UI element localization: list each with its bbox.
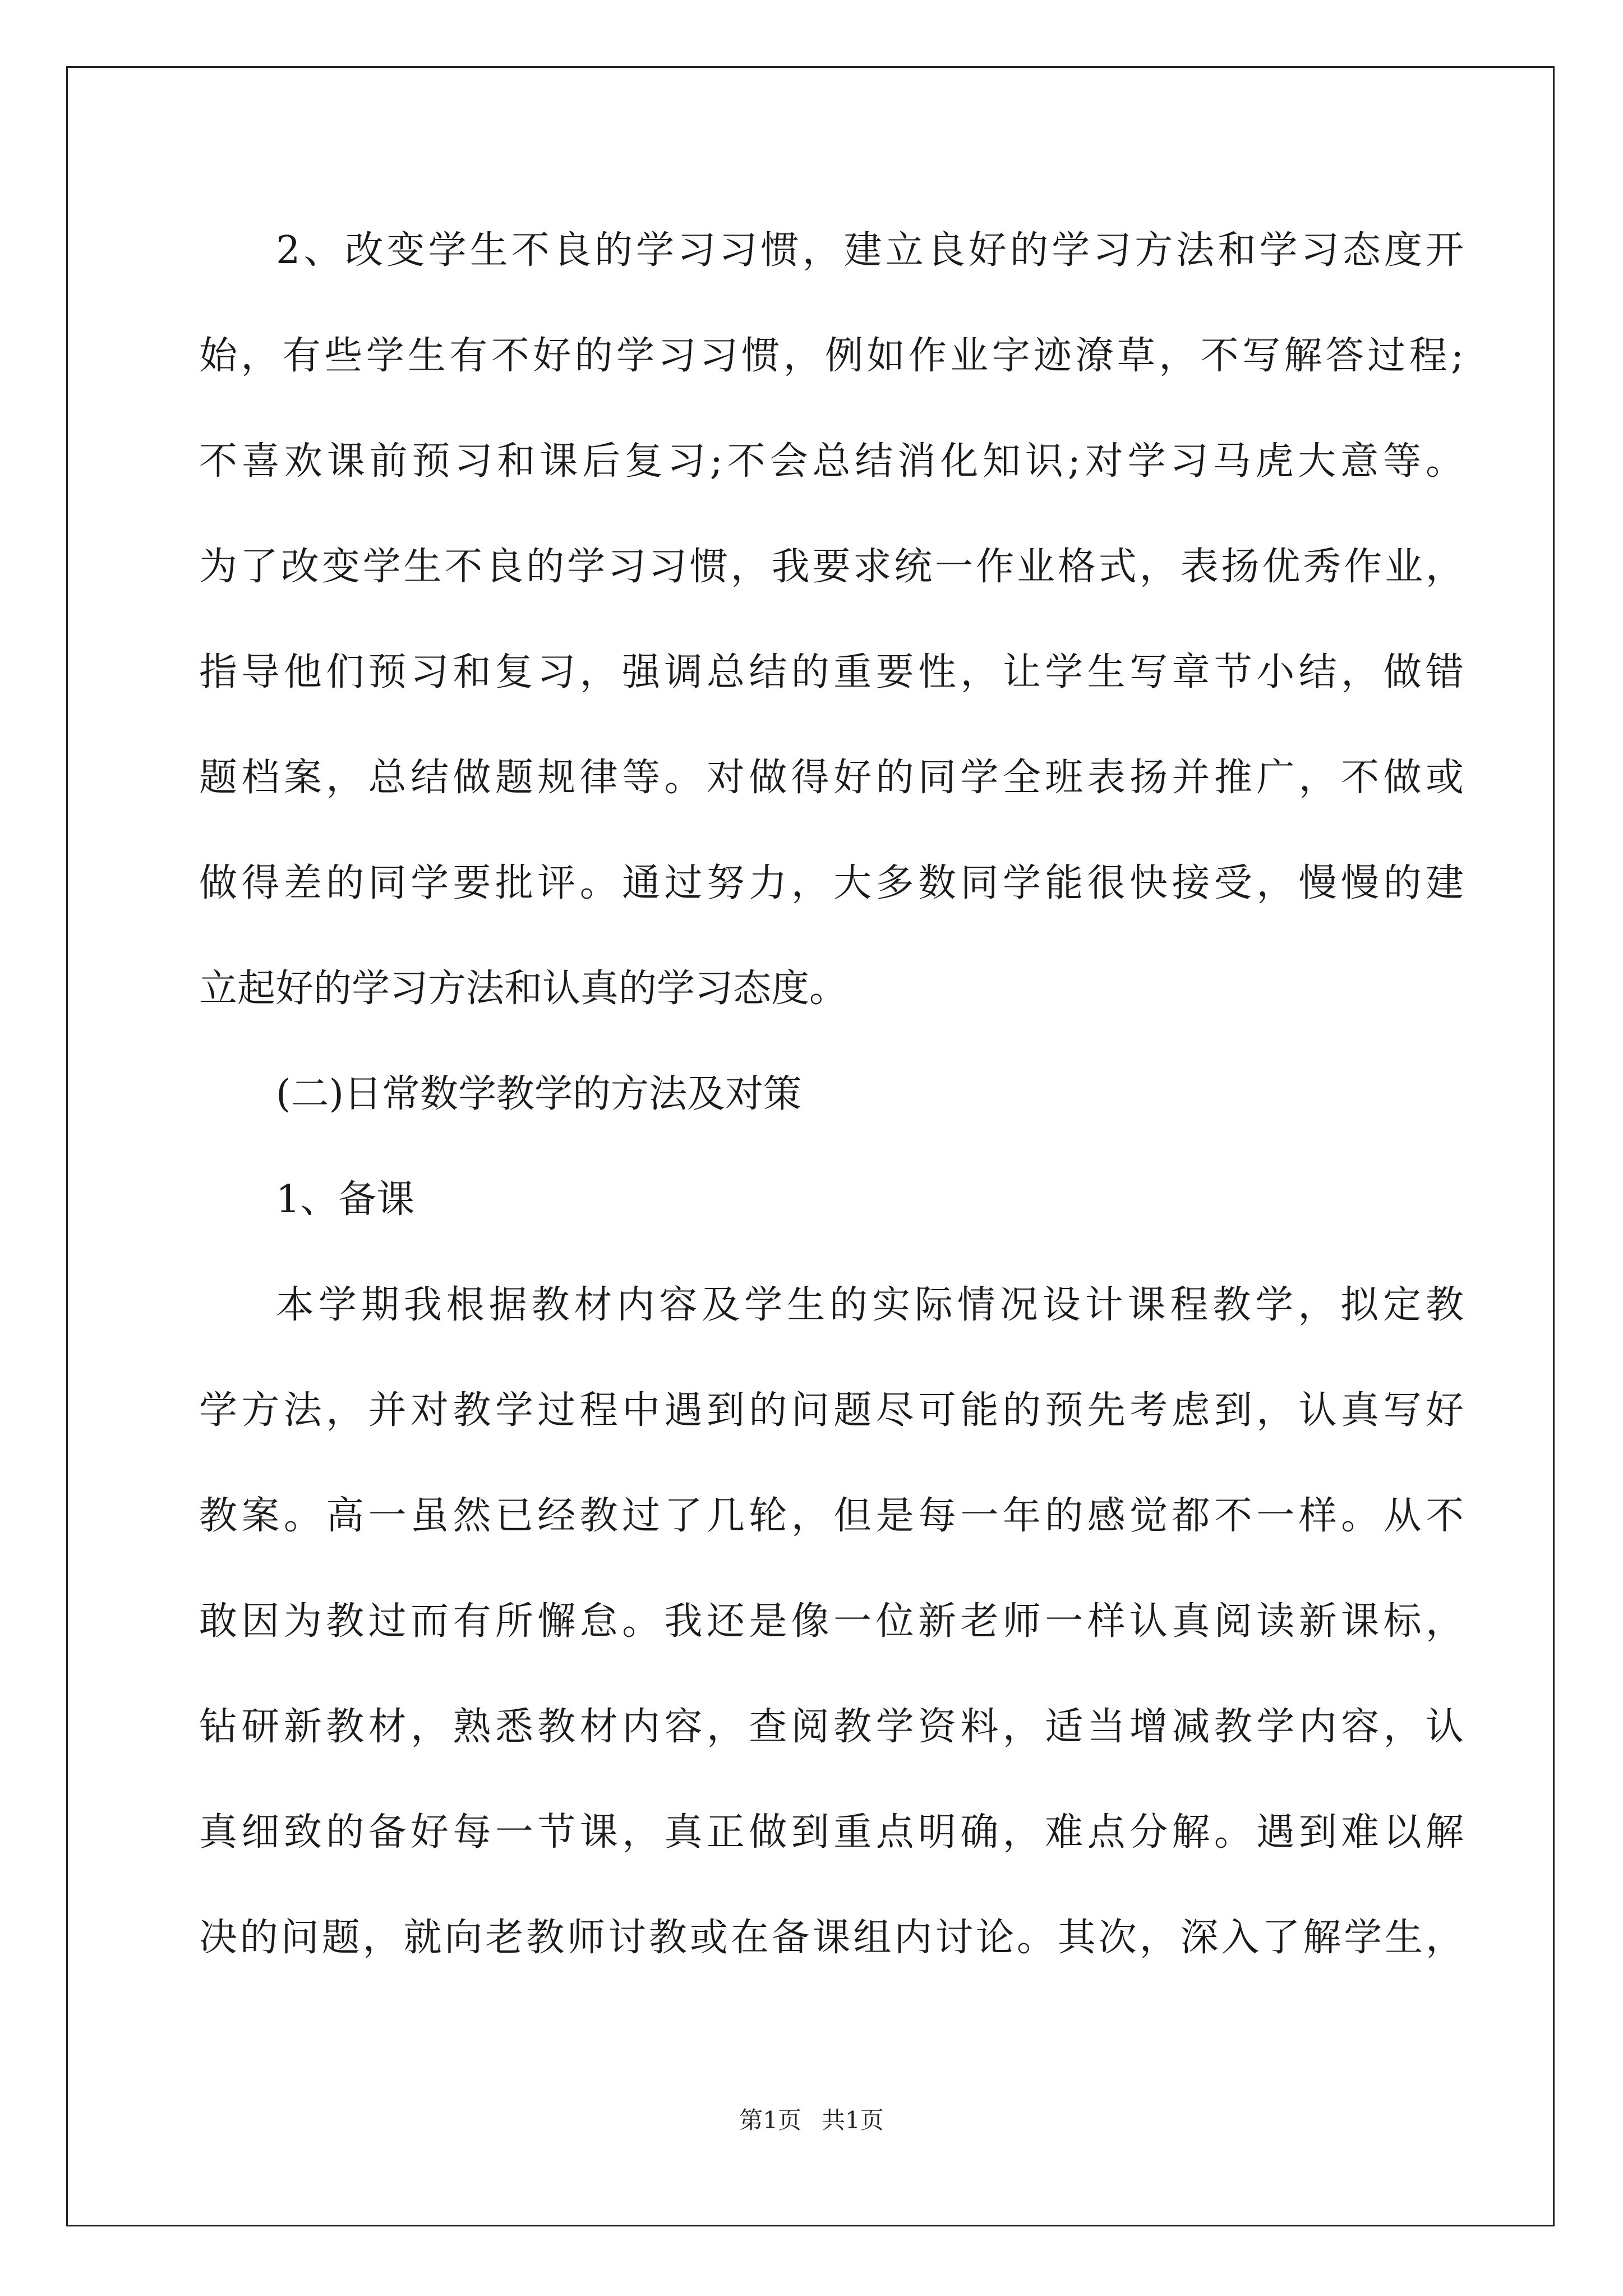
paragraph-line: 敢因为教过而有所懈怠。我还是像一位新老师一样认真阅读新课标，	[199, 1599, 1464, 1644]
paragraph-line: 决的问题，就向老教师讨教或在备课组内讨论。其次，深入了解学生，	[199, 1916, 1464, 1960]
page-number: 第1页	[739, 2106, 801, 2134]
paragraph-line: 做得差的同学要批评。通过努力，大多数同学能很快接受，慢慢的建	[199, 861, 1464, 905]
paragraph-line: 立起好的学习方法和认真的学习态度。	[199, 967, 848, 1011]
page-total: 共1页	[822, 2106, 884, 2134]
paragraph-line: 为了改变学生不良的学习习惯，我要求统一作业格式，表扬优秀作业，	[199, 545, 1464, 589]
paragraph-line: 题档案，总结做题规律等。对做得好的同学全班表扬并推广，不做或	[199, 756, 1464, 800]
paragraph-line: 学方法，并对教学过程中遇到的问题尽可能的预先考虑到，认真写好	[199, 1388, 1464, 1433]
subsection-heading: 1、备课	[276, 1177, 415, 1222]
paragraph-line: 教案。高一虽然已经教过了几轮，但是每一年的感觉都不一样。从不	[199, 1494, 1464, 1538]
paragraph-line: 始，有些学生有不好的学习习惯，例如作业字迹潦草，不写解答过程;	[199, 334, 1464, 378]
document-body	[199, 209, 1464, 2001]
section-heading: (二)日常数学教学的方法及对策	[276, 1072, 802, 1116]
paragraph-line: 真细致的备好每一节课，真正做到重点明确，难点分解。遇到难以解	[199, 1810, 1464, 1855]
paragraph-line: 本学期我根据教材内容及学生的实际情况设计课程教学，拟定教	[276, 1283, 1464, 1327]
paragraph-line: 不喜欢课前预习和课后复习;不会总结消化知识;对学习马虎大意等。	[199, 439, 1464, 484]
paragraph-line: 钻研新教材，熟悉教材内容，查阅教学资料，适当增减教学内容，认	[199, 1705, 1464, 1749]
page-footer	[0, 2104, 1623, 2137]
paragraph-line: 指导他们预习和复习，强调总结的重要性，让学生写章节小结，做错	[199, 650, 1464, 694]
paragraph-line: 2、改变学生不良的学习习惯，建立良好的学习方法和学习态度开	[276, 228, 1464, 273]
